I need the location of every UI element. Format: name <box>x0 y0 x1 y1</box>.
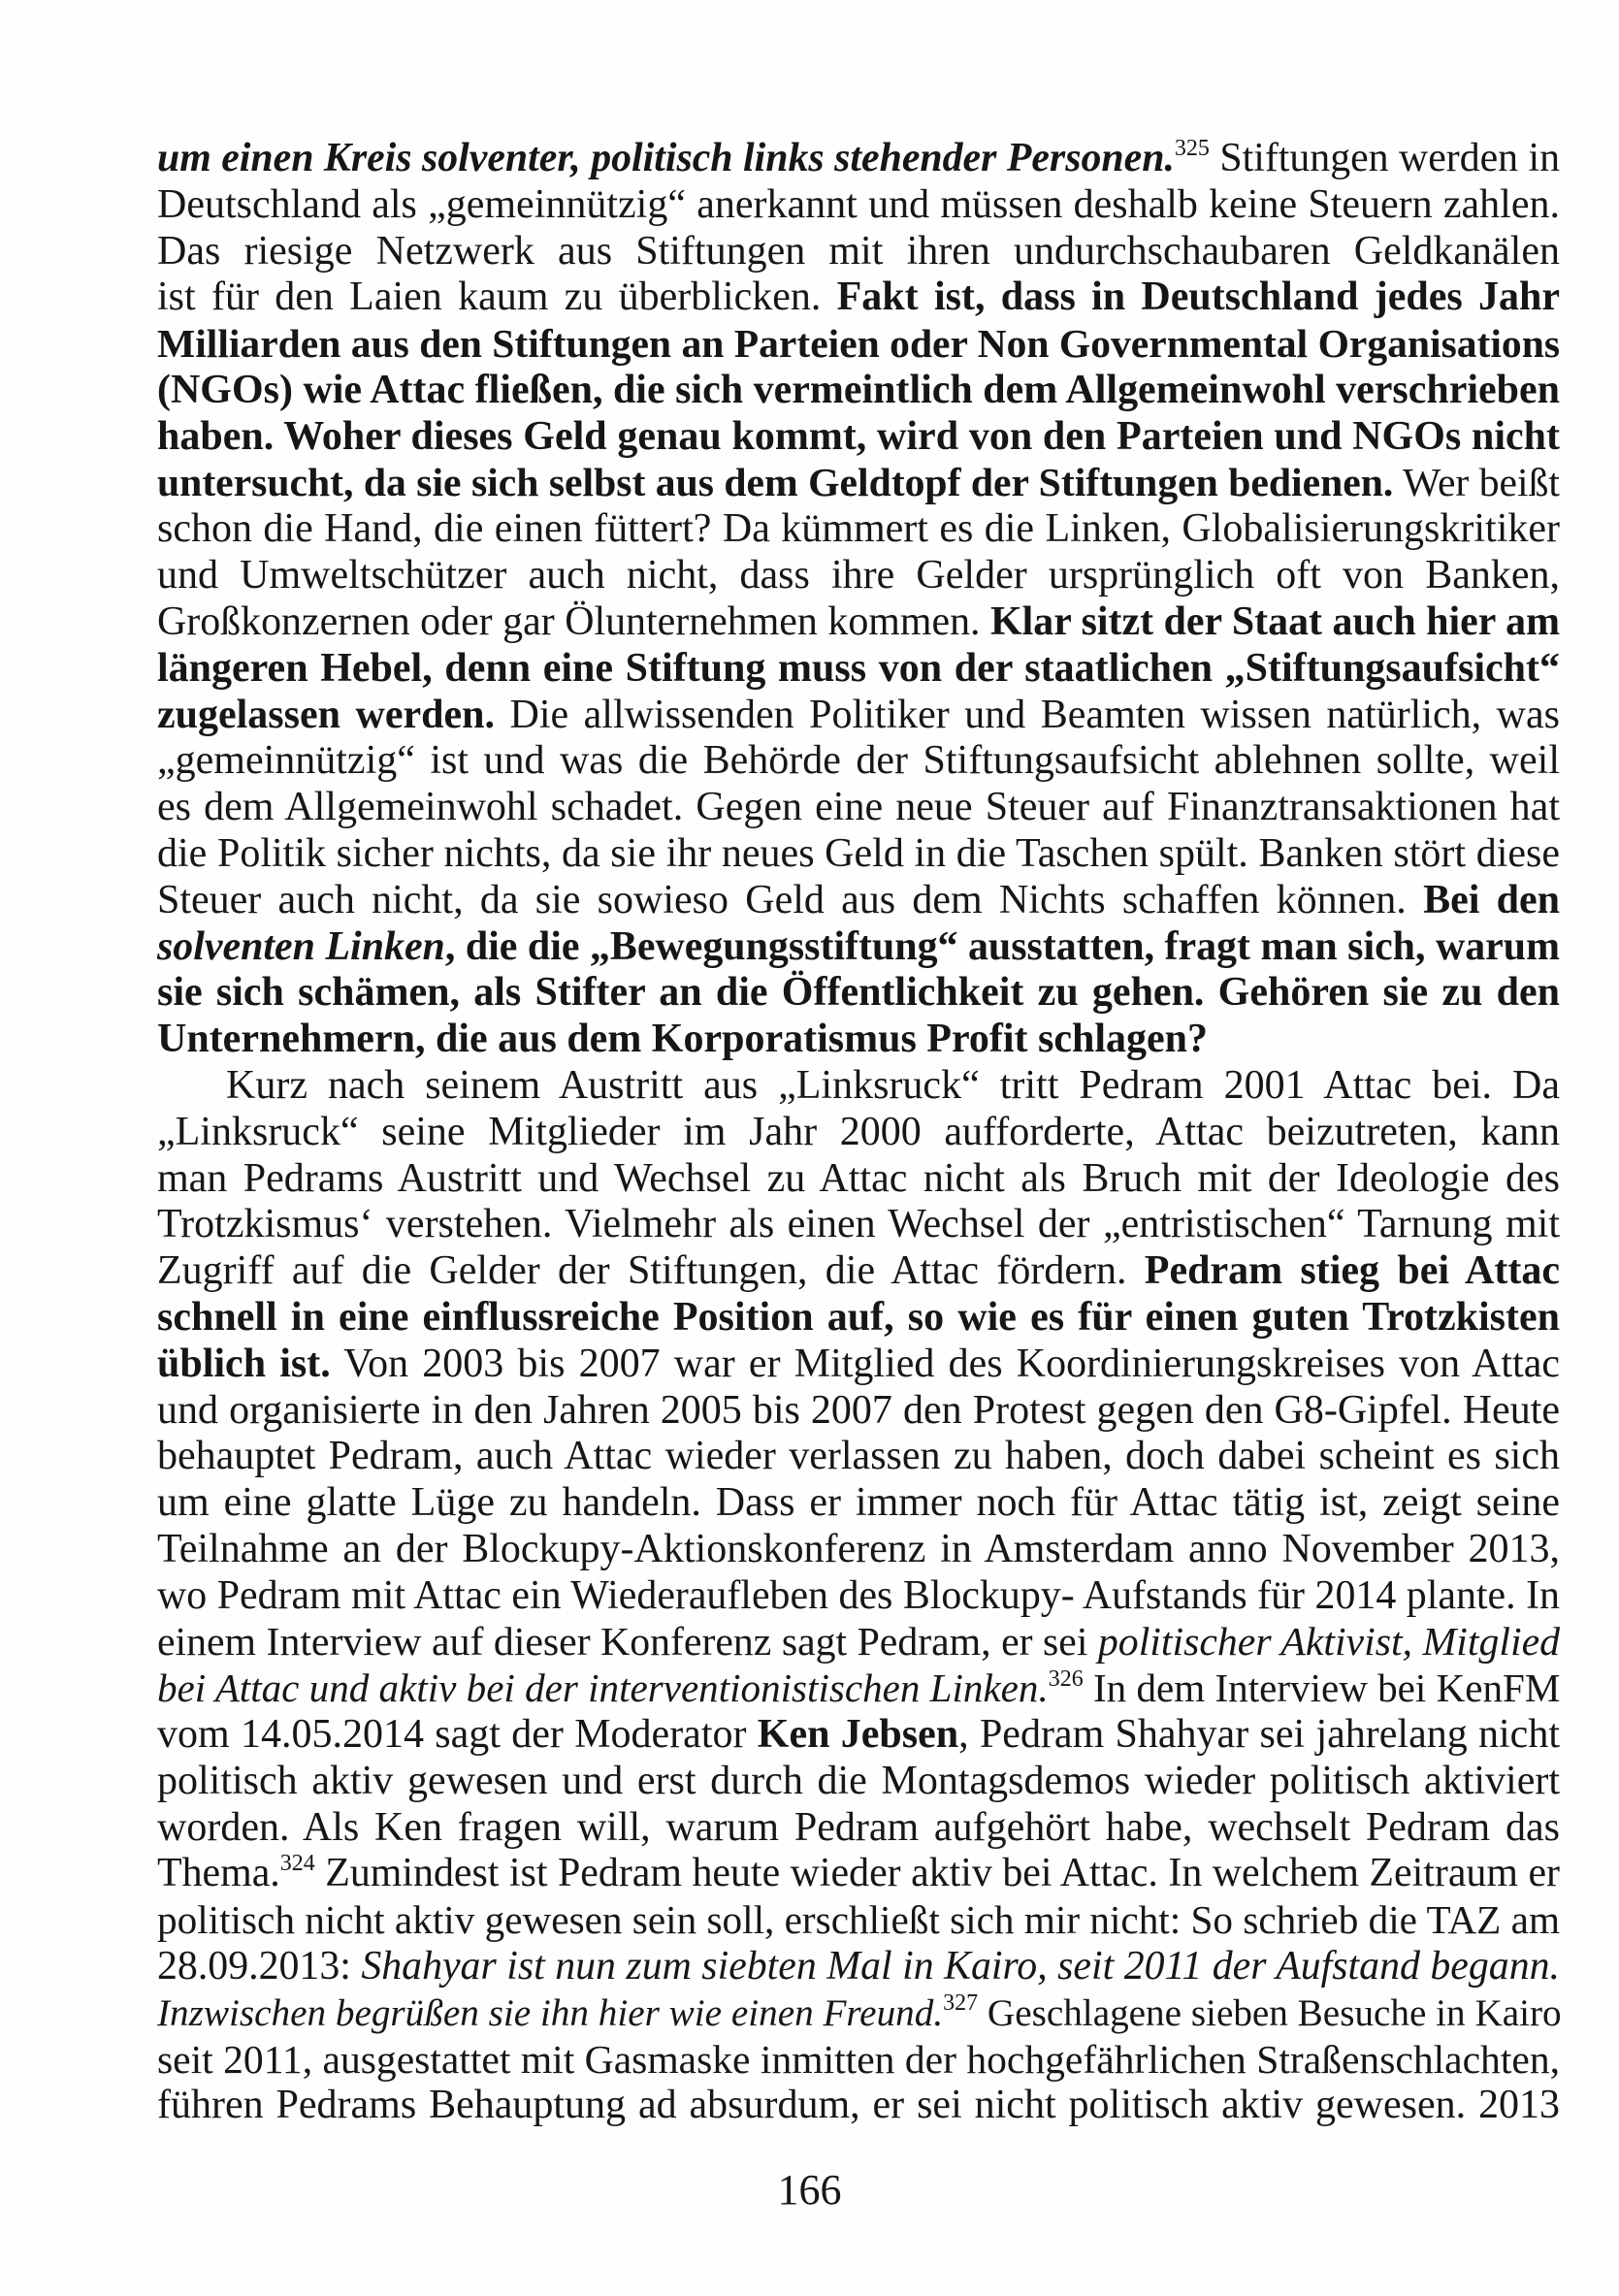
text-run: einem Interview auf dieser Konferenz sagt Pedram, er sei <box>157 1619 1098 1665</box>
text-run: Die allwissenden Politiker und Beamten wissen natürlich, was <box>494 692 1560 737</box>
text-line <box>157 1944 1560 1990</box>
text-run: , Pedram Shahyar sei jahrelang nicht <box>958 1712 1560 1758</box>
footnote-ref: 327 <box>943 1989 979 2016</box>
text-line <box>157 1759 1560 1805</box>
bold-text: zugelassen werden. <box>157 692 495 737</box>
text-run: wo Pedram mit Attac ein Wiederaufleben des Blockupy- Aufstands für 2014 plante. In <box>157 1572 1560 1618</box>
text-run: Das riesige Netzwerk aus Stiftungen mit ihren undurchschaubaren Geldkanälen <box>157 228 1560 274</box>
bold-text: sie sich schämen, als Stifter an die Öffentlichkeit zu gehen. Gehören sie zu den <box>157 970 1560 1016</box>
text-line <box>157 693 1560 739</box>
text-line <box>157 1110 1560 1156</box>
bold-text: haben. Woher dieses Geld genau kommt, wird von den Parteien und NGOs nicht <box>157 413 1560 459</box>
italic-text: Inzwischen begrüßen sie ihn hier wie einen Freund. <box>157 1991 944 2034</box>
text-run: führen Pedrams Behauptung ad absurdum, er sei nicht politisch aktiv gewesen. 2013 <box>157 2083 1560 2128</box>
bold-text: Ken Jebsen <box>757 1712 959 1758</box>
text-line <box>157 1573 1560 1620</box>
bold-text: (NGOs) wie Attac fließen, die sich vermeintlich dem Allgemeinwohl verschrieben <box>157 367 1560 412</box>
text-line <box>157 878 1560 924</box>
text-line <box>157 1527 1560 1573</box>
text-run: worden. Als Ken fragen will, warum Pedram aufgehört habe, wechselt Pedram das <box>157 1804 1560 1850</box>
page-number: 166 <box>777 2166 842 2214</box>
text-run: „gemeinnützig“ ist und was die Behörde der Stiftungsaufsicht ablehnen sollte, weil <box>157 738 1560 784</box>
text-run: 28.09.2013: <box>157 1944 362 1989</box>
text-run: es dem Allgemeinwohl schadet. Gegen eine neue Steuer auf Finanztransaktionen hat <box>157 785 1560 830</box>
text-run: man Pedrams Austritt und Wechsel zu Attac nicht als Bruch mit der Ideologie des <box>157 1155 1560 1201</box>
text-line <box>157 646 1560 693</box>
text-run: behauptet Pedram, auch Attac wieder verlassen zu haben, doch dabei scheint es sich <box>157 1434 1560 1479</box>
text-run: Zugriff auf die Gelder der Stiftungen, die Attac fördern. <box>157 1248 1145 1294</box>
bold-italic-text: um einen Kreis solventer, politisch links stehender Personen. <box>157 136 1175 180</box>
text-line <box>157 2037 1560 2084</box>
text-line <box>157 368 1560 414</box>
text-line <box>157 275 1560 321</box>
text-line <box>157 1063 1560 1110</box>
bold-text: Bei den <box>1423 877 1561 922</box>
text-line <box>157 924 1560 971</box>
bold-text: schnell in eine einflussreiche Position auf, so wie es für einen guten Trotzkisten <box>157 1294 1560 1340</box>
text-line <box>157 1665 1560 1712</box>
text-line <box>157 599 1560 646</box>
bold-text: Klar sitzt der Staat auch hier am <box>990 598 1560 644</box>
text-run: politisch aktiv gewesen und erst durch die Montagsdemos wieder politisch aktiviert <box>157 1758 1560 1803</box>
text-line <box>157 1434 1560 1480</box>
text-run: Großkonzernen oder gar Ölunternehmen kommen. <box>157 598 991 644</box>
bold-text: untersucht, da sie sich selbst aus dem Geldtopf der Stiftungen bedienen. <box>157 460 1394 505</box>
text-run: Kurz nach seinem Austritt aus „Linksruck“ tritt Pedram 2001 Attac bei. Da <box>226 1062 1560 1108</box>
text-line <box>157 785 1560 831</box>
text-run: und organisierte in den Jahren 2005 bis 2007 den Protest gegen den G8-Gipfel. Heute <box>157 1387 1560 1433</box>
text-line <box>157 1248 1560 1295</box>
text-line <box>157 1017 1560 1063</box>
text-run: und Umweltschützer auch nicht, dass ihre Gelder ursprünglich oft von Banken, <box>157 553 1560 598</box>
text-run: Stiftungen werden in <box>1209 136 1561 180</box>
text-line <box>157 182 1560 229</box>
text-line <box>157 1805 1560 1852</box>
text-line <box>157 1897 1560 1944</box>
text-line <box>157 1851 1560 1897</box>
footnote-ref: 325 <box>1174 136 1210 161</box>
bold-italic-text: solventen Linken <box>157 923 445 969</box>
text-run: Deutschland als „gemeinnützig“ anerkannt und müssen deshalb keine Steuern zahlen. <box>157 181 1560 227</box>
text-line <box>157 414 1560 461</box>
text-line <box>157 738 1560 785</box>
text-run: Von 2003 bis 2007 war er Mitglied des Koordinierungskreises von Attac <box>330 1341 1560 1386</box>
text-line <box>157 1990 1560 2037</box>
italic-text: Shahyar ist nun zum siebten Mal in Kairo, seit 2011 der Aufstand begann. <box>361 1944 1560 1989</box>
body-text <box>157 136 1560 2129</box>
text-line <box>157 1620 1560 1666</box>
text-line <box>157 1342 1560 1388</box>
text-run: Zumindest ist Pedram heute wieder aktiv bei Attac. In welchem Zeitraum er <box>314 1851 1560 1896</box>
text-run: vom 14.05.2014 sagt der Moderator <box>157 1712 758 1758</box>
bold-text: Unternehmern, die aus dem Korporatismus Profit schlagen? <box>157 1017 1208 1062</box>
text-run: schon die Hand, die einen füttert? Da kümmert es die Linken, Globalisierungskritiker <box>157 506 1560 552</box>
text-run: Thema. <box>157 1851 280 1896</box>
text-line <box>157 970 1560 1017</box>
bold-text: üblich ist. <box>157 1341 331 1386</box>
text-run: seit 2011, ausgestattet mit Gasmaske inmitten der hochgefährlichen Straßenschlachten, <box>157 2036 1560 2082</box>
bold-text: Fakt ist, dass in Deutschland jedes Jahr <box>836 275 1560 320</box>
text-run: Steuer auch nicht, da sie sowieso Geld aus dem Nichts schaffen können. <box>157 877 1424 922</box>
text-run: Teilnahme an der Blockupy-Aktionskonferenz in Amsterdam anno November 2013, <box>157 1526 1560 1571</box>
text-run: In dem Interview bei KenFM <box>1083 1665 1561 1711</box>
footnote-ref: 324 <box>279 1851 315 1877</box>
text-run: um eine glatte Lüge zu handeln. Dass er immer noch für Attac tätig ist, zeigt seine <box>157 1480 1560 1526</box>
text-run: Geschlagene sieben Besuche in Kairo <box>978 1991 1562 2034</box>
bold-text: Milliarden aus den Stiftungen an Parteien oder Non Governmental Organisations <box>157 321 1560 367</box>
bold-text: , die die „Bewegungsstiftung“ ausstatten, fragt man sich, warum <box>444 923 1560 969</box>
text-run: „Linksruck“ seine Mitglieder im Jahr 2000 aufforderte, Attac beizutreten, kann <box>157 1109 1560 1154</box>
italic-text: politischer Aktivist, Mitglied <box>1097 1619 1560 1665</box>
text-line <box>157 1480 1560 1527</box>
text-line <box>157 136 1560 182</box>
text-line <box>157 461 1560 507</box>
text-run: politisch nicht aktiv gewesen sein soll, erschließt sich mir nicht: So schrieb die TAZ am <box>157 1897 1560 1943</box>
footnote-ref: 326 <box>1048 1666 1084 1693</box>
text-line <box>157 321 1560 368</box>
text-line <box>157 1295 1560 1342</box>
text-line <box>157 1388 1560 1435</box>
text-line <box>157 1712 1560 1759</box>
text-line <box>157 1202 1560 1248</box>
text-line <box>157 1156 1560 1203</box>
text-line <box>157 831 1560 878</box>
text-line <box>157 553 1560 599</box>
text-run: die Politik sicher nichts, da sie ihr neues Geld in die Taschen spült. Banken stört diese <box>157 830 1560 876</box>
bold-text: längeren Hebel, denn eine Stiftung muss von der staatlichen „Stiftungsaufsicht“ <box>157 645 1560 691</box>
text-run: Wer beißt <box>1393 460 1560 505</box>
text-line <box>157 2083 1560 2129</box>
bold-text: Pedram stieg bei Attac <box>1144 1248 1560 1294</box>
text-run: Trotzkismus‘ verstehen. Vielmehr als einen Wechsel der „entristischen“ Tarnung mit <box>157 1202 1560 1247</box>
text-line <box>157 506 1560 553</box>
text-line <box>157 229 1560 275</box>
italic-text: bei Attac und aktiv bei der interventionistischen Linken. <box>157 1665 1049 1711</box>
text-run: ist für den Laien kaum zu überblicken. <box>157 275 837 320</box>
